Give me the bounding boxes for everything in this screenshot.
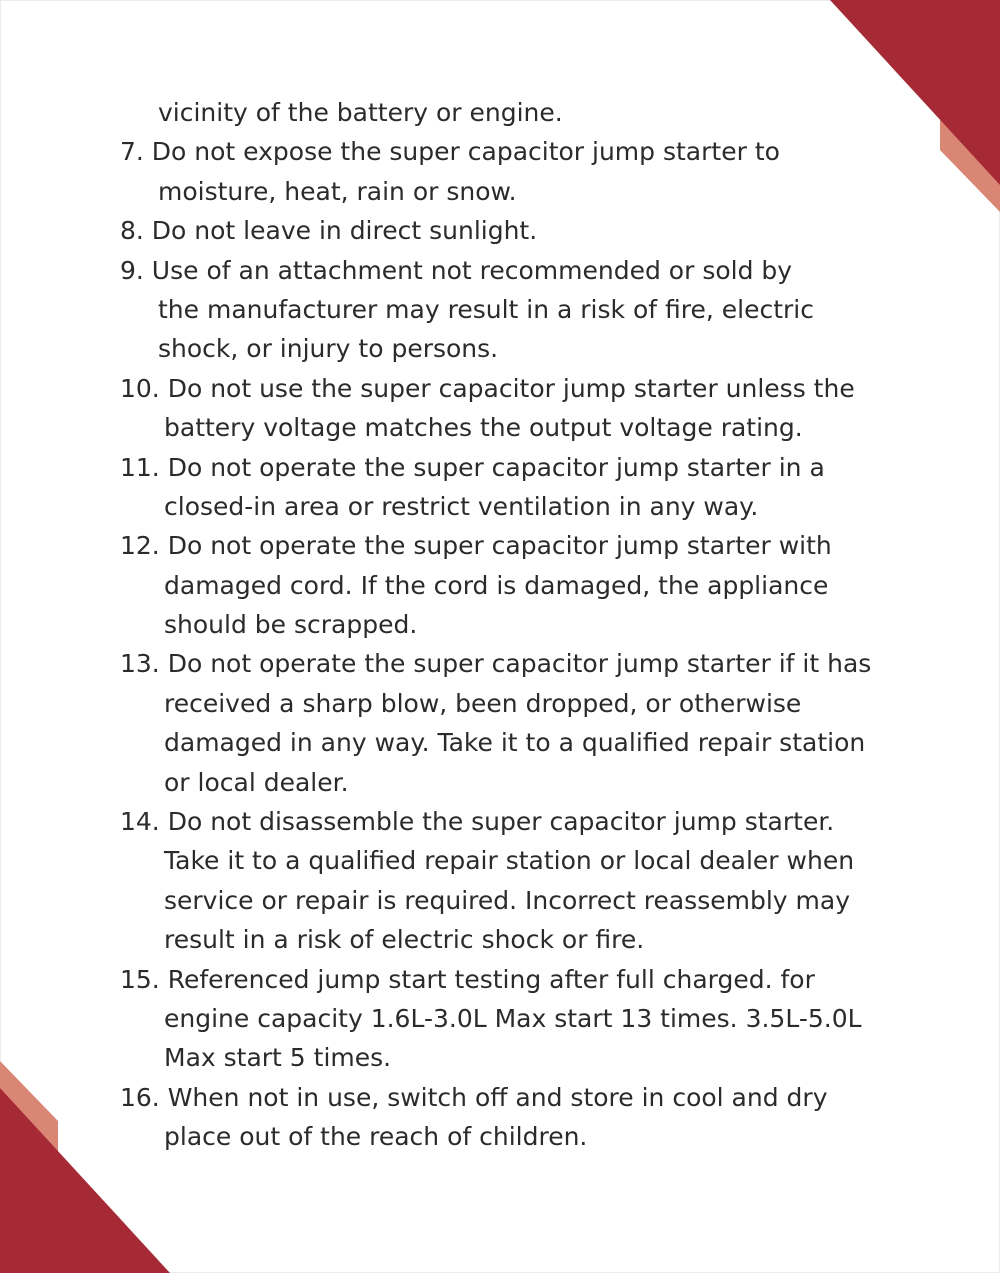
list-line-continuation: Max start 5 times. <box>164 1043 392 1073</box>
list-item-11: 11. Do not operate the super capacitor jump starter in a <box>120 452 825 482</box>
list-item-9: 9. Use of an attachment not recommended or sold by <box>120 255 793 285</box>
list-item-13: 13. Do not operate the super capacitor jump starter if it has <box>120 649 872 679</box>
safety-instructions-list <box>120 93 880 1157</box>
list-line-continuation: damaged in any way. Take it to a qualified repair station <box>164 728 866 758</box>
list-line-continuation: place out of the reach of children. <box>164 1122 588 1152</box>
list-item-16: 16. When not in use, switch off and store in cool and dry <box>120 1082 828 1112</box>
list-item-10: 10. Do not use the super capacitor jump starter unless the <box>120 373 855 403</box>
list-line-continuation: moisture, heat, rain or snow. <box>158 176 517 206</box>
list-item-15: 15. Referenced jump start testing after full charged. for <box>120 964 815 994</box>
list-line-continuation: service or repair is required. Incorrect reassembly may <box>164 885 850 915</box>
list-line-continuation: the manufacturer may result in a risk of fire, electric <box>158 294 814 324</box>
list-line-continuation: received a sharp blow, been dropped, or otherwise <box>164 688 802 718</box>
list-line-continuation: shock, or injury to persons. <box>158 334 499 364</box>
list-line-continuation: should be scrapped. <box>164 610 418 640</box>
list-item-7: 7. Do not expose the super capacitor jump starter to <box>120 137 780 167</box>
list-line-continuation: closed-in area or restrict ventilation in any way. <box>164 491 759 521</box>
list-line-continuation: engine capacity 1.6L-3.0L Max start 13 times. 3.5L-5.0L <box>164 1003 862 1033</box>
list-line-continuation: result in a risk of electric shock or fire. <box>164 925 645 955</box>
list-item-14: 14. Do not disassemble the super capacitor jump starter. <box>120 807 835 837</box>
list-line-continuation: Take it to a qualified repair station or local dealer when <box>164 846 855 876</box>
list-item-12: 12. Do not operate the super capacitor jump starter with <box>120 531 832 561</box>
list-line-continuation: or local dealer. <box>164 767 349 797</box>
list-line-continuation: damaged cord. If the cord is damaged, the appliance <box>164 570 829 600</box>
list-line-continuation: battery voltage matches the output voltage rating. <box>164 413 803 443</box>
list-item-8: 8. Do not leave in direct sunlight. <box>120 216 538 246</box>
list-line-continuation: vicinity of the battery or engine. <box>158 98 563 127</box>
